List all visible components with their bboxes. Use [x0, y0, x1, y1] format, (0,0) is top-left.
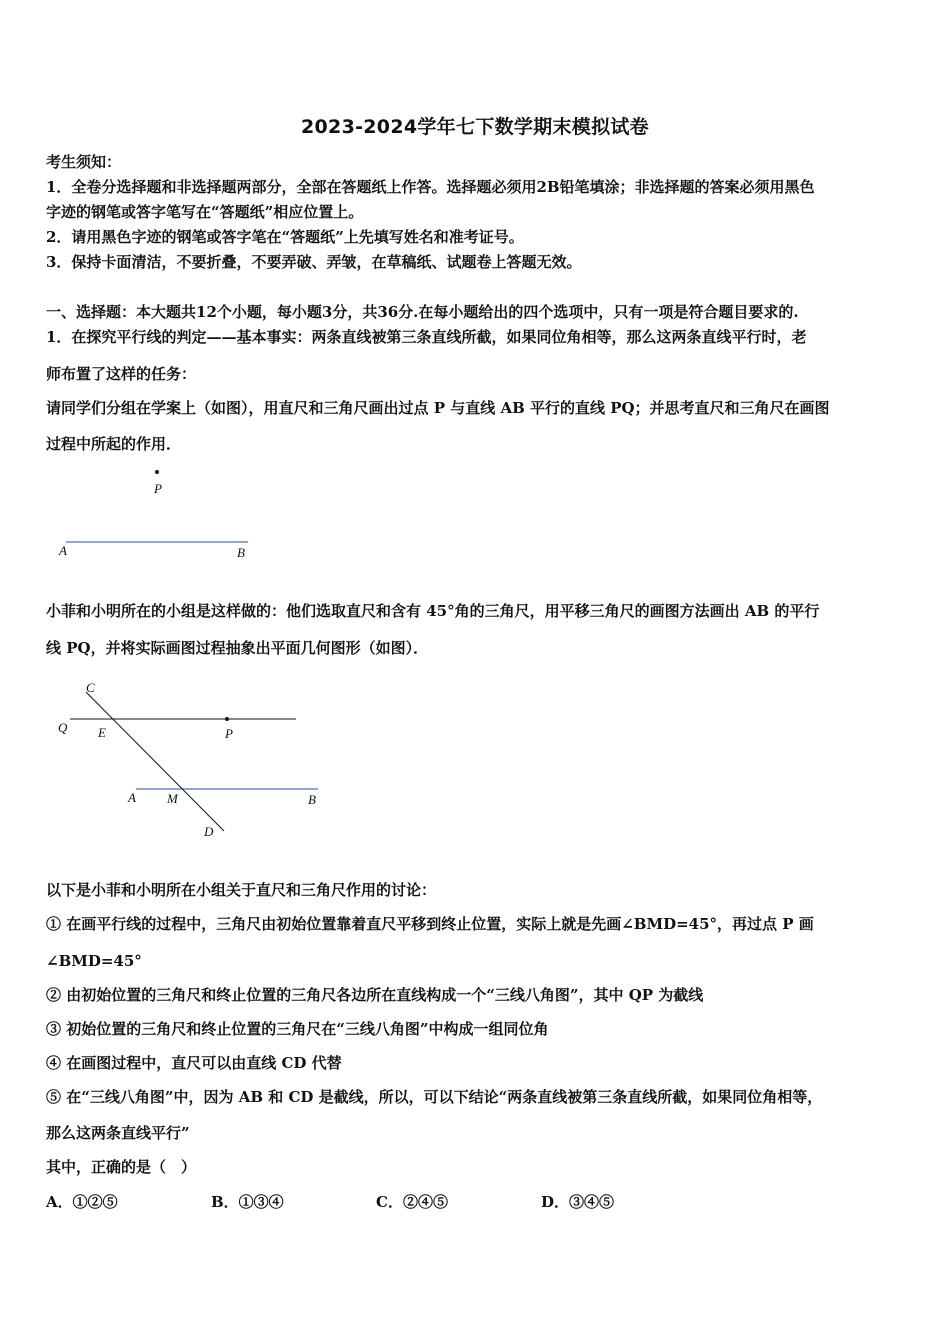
option-c[interactable]: C．②④⑤ — [376, 1193, 448, 1211]
figure-1 — [0, 460, 300, 570]
option-d[interactable]: D．③④⑤ — [541, 1193, 615, 1211]
q1-line-2: 师布置了这样的任务： — [46, 365, 197, 383]
q1-line-1: 1．在探究平行线的判定——基本事实：两条直线被第三条直线所截，如果同位角相等，那么这两条直线平行时，老 — [46, 328, 807, 346]
discussion-item-1-cont: ∠BMD=45° — [46, 952, 142, 970]
section-heading: 一、选择题：本大题共12个小题，每小题3分，共36分.在每小题给出的四个选项中，只有一项是符合题目要求的. — [46, 303, 799, 321]
line-cd — [86, 692, 224, 831]
label-p: P — [154, 481, 162, 496]
label-b: B — [237, 545, 245, 560]
question-prompt: 其中，正确的是（ ） — [46, 1158, 197, 1176]
label-m: M — [167, 791, 178, 806]
figure-2 — [0, 676, 340, 846]
discussion-item-5-cont: 那么这两条直线平行” — [46, 1124, 190, 1142]
label-a: A — [128, 790, 136, 805]
notice-item-1-cont: 字迹的钢笔或答字笔写在“答题纸”相应位置上。 — [46, 203, 364, 221]
point-p — [225, 717, 229, 721]
label-p: P — [225, 726, 233, 741]
q1-para2-line-1: 小菲和小明所在的小组是这样做的：他们选取直尺和含有 45°角的三角尺，用平移三角尺的画图方法画出 AB 的平行 — [46, 602, 820, 620]
q1-line-4: 过程中所起的作用． — [46, 435, 182, 453]
label-b: B — [308, 792, 316, 807]
discussion-item-3: ③ 初始位置的三角尺和终止位置的三角尺在“三线八角图”中构成一组同位角 — [46, 1020, 549, 1038]
notice-item-2: 2．请用黑色字迹的钢笔或答字笔在“答题纸”上先填写姓名和准考证号。 — [46, 228, 524, 246]
label-e: E — [98, 725, 106, 740]
q1-para2-line-2: 线 PQ，并将实际画图过程抽象出平面几何图形（如图）． — [46, 639, 429, 657]
label-d: D — [204, 824, 214, 839]
label-c: C — [86, 680, 95, 695]
discussion-item-1: ① 在画平行线的过程中，三角尺由初始位置靠着直尺平移到终止位置，实际上就是先画∠BMD=45°，再过点 P 画 — [46, 915, 814, 933]
notice-item-3: 3．保持卡面清洁，不要折叠，不要弄破、弄皱，在草稿纸、试题卷上答题无效。 — [46, 253, 582, 271]
notice-item-1: 1．全卷分选择题和非选择题两部分，全部在答题纸上作答。选择题必须用2B铅笔填涂；非选择题的答案必须用黑色 — [46, 178, 815, 196]
label-a: A — [59, 543, 67, 558]
discussion-item-2: ② 由初始位置的三角尺和终止位置的三角尺各边所在直线构成一个“三线八角图”，其中 QP 为截线 — [46, 986, 704, 1004]
exam-title: 2023-2024学年七下数学期末模拟试卷 — [301, 116, 649, 138]
discussion-item-4: ④ 在画图过程中，直尺可以由直线 CD 代替 — [46, 1054, 342, 1072]
point-p — [155, 470, 159, 474]
notice-heading: 考生须知： — [46, 153, 122, 171]
discussion-intro: 以下是小菲和小明所在小组关于直尺和三角尺作用的讨论： — [46, 881, 437, 899]
option-a[interactable]: A．①②⑤ — [46, 1193, 118, 1211]
q1-line-3: 请同学们分组在学案上（如图），用直尺和三角尺画出过点 P 与直线 AB 平行的直线 PQ；并思考直尺和三角尺在画图 — [46, 399, 830, 417]
discussion-item-5: ⑤ 在“三线八角图”中，因为 AB 和 CD 是截线，所以，可以下结论“两条直线被第三条直线所截，如果同位角相等， — [46, 1088, 823, 1106]
option-b[interactable]: B．①③④ — [211, 1193, 284, 1211]
label-q: Q — [58, 720, 68, 735]
